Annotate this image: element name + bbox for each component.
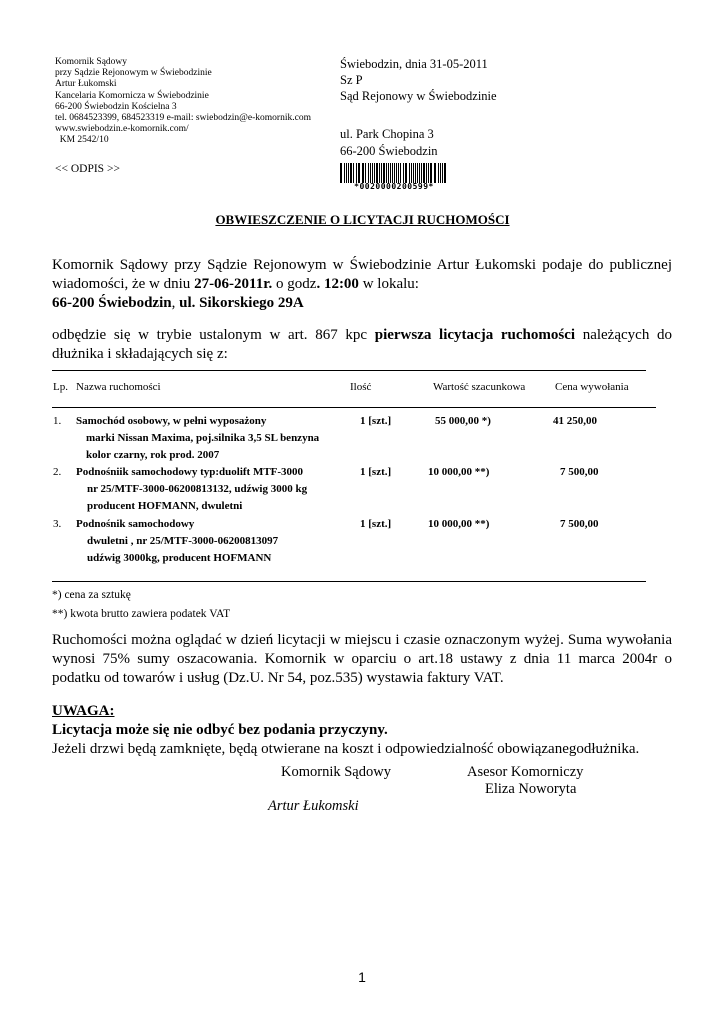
barcode-bar [370, 163, 371, 183]
viewing-paragraph: Ruchomości można oglądać w dzień licytacji w miejscu i czasie oznaczonym wyżej. Suma wywołania wynosi 75% sumy oszacowania. Komornik w oparciu o art.18 ustawy z dnia 11 marca 2004r o podatku od towarów i usług (Dz.U. Nr 54, poz.535) wystawia faktury VAT. [52, 632, 672, 686]
barcode-bar [388, 163, 389, 183]
sender-line: Komornik Sądowy [55, 57, 128, 67]
barcode-bar [409, 163, 410, 183]
barcode-bar [372, 163, 373, 183]
barcode-bar [379, 163, 380, 183]
recipient-block [340, 56, 640, 104]
odpis-label: << ODPIS >> [55, 163, 120, 175]
row-value: 10 000,00 **) [428, 466, 490, 478]
row-name-line: kolor czarny, rok prod. 2007 [86, 449, 220, 461]
auction-address: ul. Sikorskiego 29A [179, 295, 304, 311]
intro-text: w lokalu: [358, 276, 419, 292]
barcode-bar [403, 163, 404, 183]
sender-line: przy Sądzie Rejonowym w Świebodzinie [55, 68, 212, 79]
signature-right-name: Eliza Noworyta [485, 781, 577, 797]
recipient-ref: Sz P [340, 73, 363, 87]
auction-time: . 12:00 [316, 276, 359, 292]
row-lp: 3. [53, 518, 62, 530]
row-name-line: Podnośniik samochodowy typ:duolift MTF-3000 [76, 466, 304, 478]
sender-line: tel. 0684523399, 684523319 e-mail: swiebodzin@e-komornik.com [55, 113, 311, 124]
barcode-bar [430, 163, 432, 183]
table-top-rule [52, 370, 646, 371]
recipient-city: 66-200 Świebodzin [340, 144, 438, 158]
table-notes [52, 586, 230, 624]
header-price: Cena wywołania [555, 381, 629, 393]
row-value: 10 000,00 **) [428, 518, 490, 530]
barcode-bars [340, 163, 448, 183]
row-price: 41 250,00 [553, 415, 597, 427]
row-name-line: Samochód osobowy, w pełni wyposażony [76, 415, 267, 427]
barcode-bar [423, 163, 425, 183]
warning-block [52, 702, 692, 759]
page-number: 1 [358, 969, 366, 985]
warning-line: Jeżeli drzwi będą zamknięte, będą otwierane na koszt i odpowiedzialność obowiązanegodłużnika. [52, 741, 640, 757]
barcode-bar [426, 163, 427, 183]
auction-paragraph [52, 326, 672, 364]
barcode-bar [386, 163, 387, 183]
signature-right-title: Asesor Komorniczy [467, 764, 584, 780]
barcode [340, 163, 448, 191]
date-line: Świebodzin, dnia 31-05-2011 [340, 57, 488, 71]
row-name [76, 413, 346, 464]
recipient-address [340, 126, 640, 159]
barcode-bar [398, 163, 399, 183]
intro-text: , [171, 295, 180, 311]
barcode-bar [368, 163, 369, 183]
sender-line: www.swiebodzin.e-komornik.com/ [55, 124, 189, 135]
barcode-bar [365, 163, 366, 183]
intro-text: o godz [272, 276, 317, 292]
row-value: 55 000,00 *) [435, 415, 491, 427]
signature-left-title: Komornik Sądowy [281, 764, 391, 780]
barcode-bar [381, 163, 382, 183]
sender-line: Artur Łukomski [55, 79, 117, 90]
auction-place: 66-200 Świebodzin [52, 295, 172, 311]
barcode-bar [344, 163, 345, 183]
page-title: OBWIESZCZENIE O LICYTACJI RUCHOMOŚCI [215, 212, 510, 227]
barcode-bar [356, 163, 357, 183]
barcode-bar [394, 163, 395, 183]
barcode-bar [440, 163, 441, 183]
intro-text: Komornik Sądowy przy Sądzie Rejonowym w Świebodzinie Artur Łukomski podaje do publicznej wiadomości, że w dniu [52, 257, 672, 292]
row-lp: 2. [53, 466, 62, 478]
barcode-bar [444, 163, 446, 183]
barcode-bar [350, 163, 352, 183]
barcode-bar [374, 163, 375, 183]
sender-block [55, 57, 355, 147]
barcode-bar [434, 163, 436, 183]
row-lp: 1. [53, 415, 62, 427]
row-qty: 1 [szt.] [360, 415, 392, 427]
barcode-bar [340, 163, 342, 183]
barcode-text: *0020000200599* [354, 182, 434, 191]
sender-line: Kancelaria Komornicza w Świebodzinie [55, 90, 209, 101]
barcode-bar [390, 163, 391, 183]
barcode-bar [428, 163, 429, 183]
barcode-bar [348, 163, 349, 183]
warning-bold-line: Licytacja może się nie odbyć bez podania przyczyny. [52, 722, 388, 738]
auction-date: 27-06-2011r. [194, 276, 273, 292]
barcode-bar [438, 163, 439, 183]
row-name-line: Podnośnik samochodowy [76, 518, 195, 530]
barcode-bar [346, 163, 347, 183]
row-price: 7 500,00 [560, 466, 599, 478]
auction-type: pierwsza licytacja ruchomości [374, 327, 576, 343]
barcode-bar [392, 163, 393, 183]
barcode-bar [405, 163, 407, 183]
row-name-line: dwuletni , nr 25/MTF-3000-06200813097 [87, 535, 279, 547]
row-price: 7 500,00 [560, 518, 599, 530]
barcode-bar [383, 163, 385, 183]
sender-line: 66-200 Świebodzin Kościelna 3 [55, 101, 177, 112]
barcode-bar [442, 163, 443, 183]
note: *) cena za sztukę [52, 589, 131, 601]
barcode-bar [400, 163, 401, 183]
row-name [76, 516, 346, 567]
paragraph-text: odbędzie się w trybie ustalonym w art. 867 kpc [52, 327, 375, 343]
warning-heading: UWAGA: [52, 703, 115, 719]
barcode-bar [421, 163, 422, 183]
intro-paragraph [52, 256, 672, 313]
note: **) kwota brutto zawiera podatek VAT [52, 608, 231, 620]
barcode-bar [415, 163, 416, 183]
barcode-bar [413, 163, 414, 183]
table-bottom-rule [52, 581, 646, 582]
barcode-bar [376, 163, 378, 183]
barcode-bar [396, 163, 397, 183]
paragraph-text: należących do dłużnika i składających się z: [52, 327, 672, 362]
row-name-line: marki Nissan Maxima, poj.silnika 3,5 SL benzyna [86, 432, 320, 444]
barcode-bar [419, 163, 420, 183]
recipient-street: ul. Park Chopina 3 [340, 127, 434, 141]
row-name-line: udźwig 3000kg, producent HOFMANN [87, 552, 272, 564]
header-value: Wartość szacunkowa [433, 381, 526, 393]
barcode-bar [411, 163, 412, 183]
barcode-bar [353, 163, 354, 183]
table-header-rule [52, 407, 656, 408]
header-qty: Ilość [350, 381, 372, 393]
row-name [76, 464, 346, 515]
row-qty: 1 [szt.] [360, 518, 392, 530]
barcode-bar [417, 163, 418, 183]
case-number: KM 2542/10 [55, 135, 109, 146]
row-name-line: nr 25/MTF-3000-06200813132, udźwig 3000 kg [87, 483, 308, 495]
barcode-bar [358, 163, 360, 183]
row-qty: 1 [szt.] [360, 466, 392, 478]
barcode-bar [362, 163, 364, 183]
recipient-court: Sąd Rejonowy w Świebodzinie [340, 89, 497, 103]
header-lp: Lp. [53, 381, 68, 393]
row-name-line: producent HOFMANN, dwuletni [87, 500, 243, 512]
signature-left-name: Artur Łukomski [268, 798, 359, 814]
header-name: Nazwa ruchomości [76, 381, 161, 393]
